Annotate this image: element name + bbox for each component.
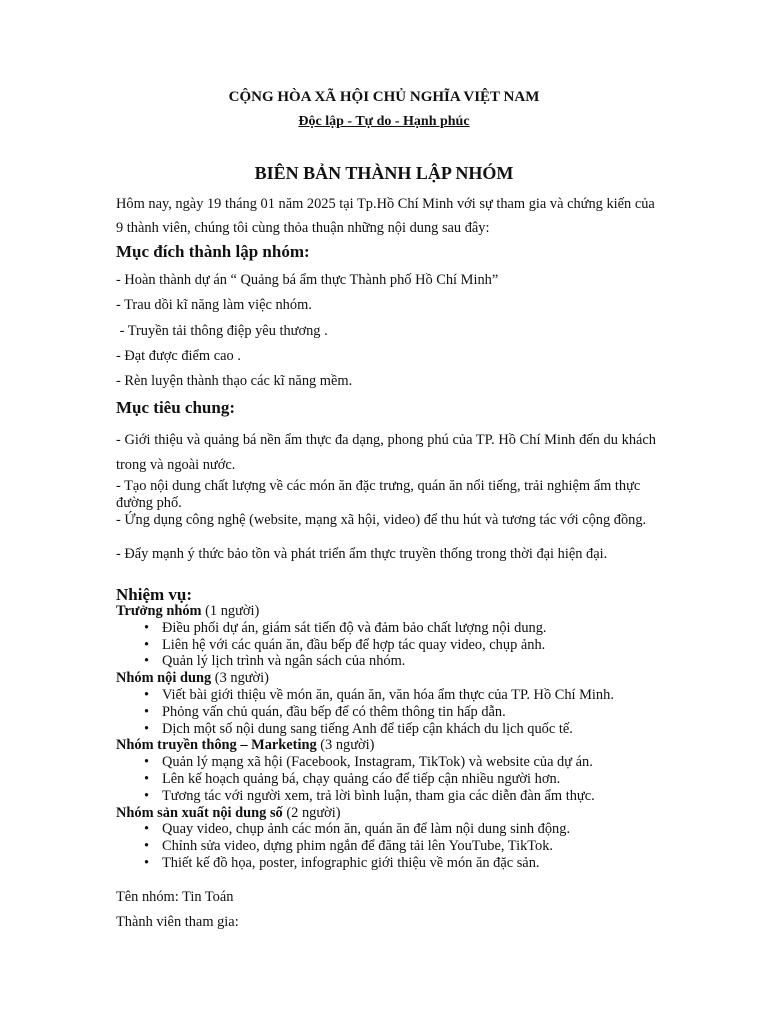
- task-item: • Phỏng vấn chủ quán, đầu bếp để có thêm thông tin hấp dẫn.: [162, 704, 676, 721]
- task-group-count: (3 người): [316, 737, 375, 754]
- task-group-name: Nhóm sản xuất nội dung số: [116, 804, 283, 821]
- task-group-title: [116, 805, 676, 822]
- goal-item: - Đẩy mạnh ý thức bảo tồn và phát triển ẩm thực truyền thống trong thời đại hiện đại.: [116, 546, 608, 562]
- team-name: Tên nhóm: Tin Toán: [116, 889, 234, 905]
- purpose-item: - Hoàn thành dự án “ Quảng bá ẩm thực Thành phố Hồ Chí Minh”: [116, 272, 499, 288]
- task-item: • Quay video, chụp ảnh các món ăn, quán ăn để làm nội dung sinh động.: [162, 821, 676, 838]
- task-list: [116, 687, 676, 737]
- goal-item: - Tạo nội dung chất lượng về các món ăn đặc trưng, quán ăn nổi tiếng, trải nghiệm ẩm thực đường phố.: [116, 478, 641, 511]
- task-item: • Tương tác với người xem, trả lời bình luận, tham gia các diễn đàn ẩm thực.: [162, 788, 676, 805]
- task-group: [116, 737, 676, 804]
- task-list: [116, 821, 676, 871]
- task-item: • Dịch một số nội dung sang tiếng Anh để tiếp cận khách du lịch quốc tế.: [162, 721, 676, 738]
- national-motto: Độc lập - Tự do - Hạnh phúc: [298, 114, 470, 129]
- task-group-title: [116, 737, 676, 754]
- task-group: [116, 603, 676, 670]
- task-item: • Lên kế hoạch quảng bá, chạy quảng cáo để tiếp cận nhiều người hơn.: [162, 771, 676, 788]
- task-group-count: (2 người): [282, 804, 341, 821]
- purpose-item: - Rèn luyện thành thạo các kĩ năng mềm.: [116, 373, 353, 389]
- task-item: • Liên hệ với các quán ăn, đầu bếp để hợp tác quay video, chụp ảnh.: [162, 637, 676, 654]
- task-group-count: (3 người): [211, 670, 269, 687]
- task-group-name: Nhóm nội dung: [116, 670, 212, 687]
- tasks-section: [116, 603, 676, 872]
- tasks-heading: Nhiệm vụ:: [116, 585, 193, 604]
- purpose-heading: Mục đích thành lập nhóm:: [116, 242, 310, 261]
- task-item: • Thiết kế đồ họa, poster, infographic giới thiệu về món ăn đặc sản.: [162, 855, 676, 872]
- goal-item: - Giới thiệu và quảng bá nền ẩm thực đa dạng, phong phú của TP. Hồ Chí Minh đến du khách trong và ngoài nước.: [116, 432, 656, 473]
- purpose-item: - Đạt được điểm cao .: [116, 348, 241, 364]
- goals-heading: Mục tiêu chung:: [116, 398, 235, 417]
- goal-item: - Ứng dụng công nghệ (website, mạng xã hội, video) để thu hút và tương tác với cộng đồng.: [116, 512, 647, 528]
- task-group-name: Nhóm truyền thông – Marketing: [116, 737, 317, 754]
- task-list: [116, 620, 676, 670]
- document-title: BIÊN BẢN THÀNH LẬP NHÓM: [254, 163, 514, 183]
- task-item: • Quản lý mạng xã hội (Facebook, Instagram, TikTok) và website của dự án.: [162, 754, 676, 771]
- task-item: • Chỉnh sửa video, dựng phim ngắn để đăng tải lên YouTube, TikTok.: [162, 838, 676, 855]
- national-title: CỘNG HÒA XÃ HỘI CHỦ NGHĨA VIỆT NAM: [228, 89, 540, 105]
- intro-paragraph: Hôm nay, ngày 19 tháng 01 năm 2025 tại Tp.Hồ Chí Minh với sự tham gia và chứng kiến của 9 thành viên, chúng tôi cùng thỏa thuận những nội dung sau đây:: [116, 196, 655, 236]
- task-group-title: [116, 603, 676, 620]
- task-group-count: (1 người): [201, 603, 260, 619]
- task-group: [116, 805, 676, 872]
- members-label: Thành viên tham gia:: [116, 914, 239, 930]
- task-item: • Viết bài giới thiệu về món ăn, quán ăn, văn hóa ẩm thực của TP. Hồ Chí Minh.: [162, 687, 676, 704]
- task-group-title: [116, 670, 676, 687]
- task-group: [116, 670, 676, 737]
- task-item: • Điều phối dự án, giám sát tiến độ và đảm bảo chất lượng nội dung.: [162, 620, 676, 637]
- purpose-item: - Truyền tải thông điệp yêu thương .: [116, 323, 328, 339]
- task-list: [116, 754, 676, 804]
- task-group-name: Trưởng nhóm: [116, 603, 202, 619]
- purpose-item: - Trau dồi kĩ năng làm việc nhóm.: [116, 297, 312, 313]
- task-item: • Quản lý lịch trình và ngân sách của nhóm.: [162, 653, 676, 670]
